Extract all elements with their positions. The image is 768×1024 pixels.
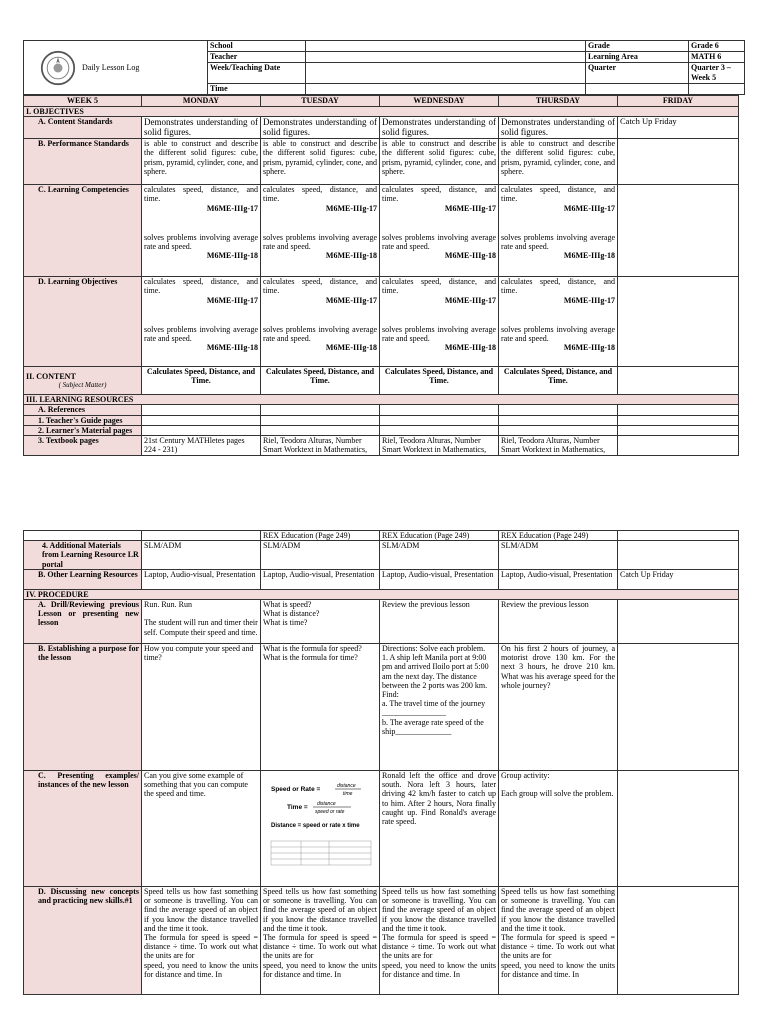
header-value-area: MATH 6 [689, 52, 745, 63]
obj-thu: calculates speed, distance, and time. M6ME-IIIg-17 solves problems involving average rate and speed. M6ME-IIIg-18 [499, 277, 618, 367]
header-value-date [306, 63, 586, 84]
obj-tue: calculates speed, distance, and time. M6ME-IIIg-17 solves problems involving average rate and speed. M6ME-IIIg-18 [261, 277, 380, 367]
deped-seal-icon [40, 50, 76, 86]
col-thursday: THURSDAY [499, 96, 618, 107]
drill-thu: Review the previous lesson [499, 600, 618, 644]
col-friday: FRIDAY [618, 96, 739, 107]
other-fri: Catch Up Friday [618, 569, 739, 589]
drill-wed: Review the previous lesson [380, 600, 499, 644]
header-label-time: Time [208, 84, 306, 95]
row-other-resources: B. Other Learning Resources [24, 569, 142, 589]
formula-speed-num: distance [337, 783, 356, 790]
lm-mon [142, 425, 261, 435]
textbook-thu: Riel, Teodora Alturas, Number Smart Worktext in Mathematics, [499, 436, 618, 456]
content-tue: Calculates Speed, Distance, and Time. [261, 367, 380, 395]
discuss-thu: Speed tells us how fast something or someone is travelling. You can find the average speed of an object if you know the distance travelled and the time it took. The formula for speed is speed = distance ÷ time. To work out what the units are for speed, you need to know the units for distance and time. In [499, 887, 618, 995]
content-wed: Calculates Speed, Distance, and Time. [380, 367, 499, 395]
formula-time-den: speed or rate [315, 809, 345, 816]
formula-time-lhs: Time = [287, 804, 308, 812]
row-learning-objectives: D. Learning Objectives [24, 277, 142, 367]
perf-std-mon: is able to construct and describe the different solid figures: cube, prism, pyramid, cylinder, cone, and sphere. [142, 139, 261, 185]
header-empty [586, 84, 689, 95]
textbook-tue: Riel, Teodora Alturas, Number Smart Worktext in Mathematics, [261, 436, 380, 456]
row-content-standards: A. Content Standards [24, 117, 142, 139]
formula-speed-lhs: Speed or Rate = [271, 786, 321, 794]
purpose-mon: How you compute your speed and time? [142, 644, 261, 771]
col-week: WEEK 5 [24, 96, 142, 107]
header-table [23, 40, 745, 95]
rex-tue: REX Education (Page 249) [261, 531, 380, 541]
row-textbook: 3. Textbook pages [24, 436, 142, 456]
col-monday: MONDAY [142, 96, 261, 107]
comp-fri [618, 185, 739, 277]
textbook-fri [618, 436, 739, 456]
tg-fri [618, 415, 739, 425]
present-fri [618, 771, 739, 887]
perf-std-tue: is able to construct and describe the different solid figures: cube, prism, pyramid, cylinder, cone, and sphere. [261, 139, 380, 185]
row-discussing: D. Discussing new concepts and practicing new skills.#1 [24, 887, 142, 995]
other-mon: Laptop, Audio-visual, Presentation [142, 569, 261, 589]
comp-tue: calculates speed, distance, and time. M6ME-IIIg-17 solves problems involving average rate and speed. M6ME-IIIg-18 [261, 185, 380, 277]
slm-fri [618, 541, 739, 570]
purpose-thu: On his first 2 hours of journey, a motorist drove 130 km. For the next 3 hours, he drove 210 km. What was his average speed for the whole journey? [499, 644, 618, 771]
comp-mon: calculates speed, distance, and time. M6ME-IIIg-17 solves problems involving average rate and speed. M6ME-IIIg-18 [142, 185, 261, 277]
lm-fri [618, 425, 739, 435]
content-std-wed: Demonstrates understanding of solid figures. [380, 117, 499, 139]
ref-mon [142, 405, 261, 415]
formula-distance: Distance = speed or rate x time [271, 823, 360, 830]
lm-wed [380, 425, 499, 435]
header-label-grade: Grade [586, 41, 689, 52]
tg-thu [499, 415, 618, 425]
header-value-grade: Grade 6 [689, 41, 745, 52]
discuss-mon: Speed tells us how fast something or someone is travelling. You can find the average speed of an object if you know the distance travelled and the time it took. The formula for speed is speed = distance ÷ time. To work out what the units are for speed, you need to know the units for distance and time. In [142, 887, 261, 995]
content-std-thu: Demonstrates understanding of solid figures. [499, 117, 618, 139]
drill-fri [618, 600, 739, 644]
content-mon: Calculates Speed, Distance, and Time. [142, 367, 261, 395]
header-label-date: Week/Teaching Date [208, 63, 306, 84]
header-empty [689, 84, 745, 95]
ref-tue [261, 405, 380, 415]
header-label-area: Learning Area [586, 52, 689, 63]
row-purpose: B. Establishing a purpose for the lesson [24, 644, 142, 771]
textbook-mon: 21st Century MATHletes pages 224 - 231) [142, 436, 261, 456]
row-additional-materials: 4. Additional Materials from Learning Resource LR portal [24, 541, 142, 570]
content-std-mon: Demonstrates understanding of solid figures. [142, 117, 261, 139]
discuss-tue: Speed tells us how fast something or someone is travelling. You can find the average speed of an object if you know the distance travelled and the time it took. The formula for speed is speed = distance ÷ time. To work out what the units are for speed, you need to know the units for distance and time. In [261, 887, 380, 995]
ref-wed [380, 405, 499, 415]
lesson-table-page2 [23, 530, 739, 995]
formula-speed-den: time [343, 791, 353, 798]
content-thu: Calculates Speed, Distance, and Time. [499, 367, 618, 395]
slm-wed: SLM/ADM [380, 541, 499, 570]
obj-wed: calculates speed, distance, and time. M6ME-IIIg-17 solves problems involving average rate and speed. M6ME-IIIg-18 [380, 277, 499, 367]
rex-blank [24, 531, 142, 541]
drill-mon: Run. Run. Run The student will run and timer their self. Compute their speed and time. [142, 600, 261, 644]
header-value-time [306, 84, 586, 95]
speed-formula-figure [267, 777, 375, 875]
header-value-school [306, 41, 586, 52]
row-learners-material: 2. Learner's Material pages [24, 425, 142, 435]
other-wed: Laptop, Audio-visual, Presentation [380, 569, 499, 589]
slm-tue: SLM/ADM [261, 541, 380, 570]
purpose-tue: What is the formula for speed? What is the formula for time? [261, 644, 380, 771]
slm-thu: SLM/ADM [499, 541, 618, 570]
rex-wed: REX Education (Page 249) [380, 531, 499, 541]
row-presenting: C. Presenting examples/ instances of the new lesson [24, 771, 142, 887]
drill-tue: What is speed? What is distance? What is time? [261, 600, 380, 644]
present-mon: Can you give some example of something that you can compute the speed and time. [142, 771, 261, 887]
header-label-teacher: Teacher [208, 52, 306, 63]
rex-thu: REX Education (Page 249) [499, 531, 618, 541]
header-label-school: School [208, 41, 306, 52]
formula-unit-table [271, 841, 371, 865]
obj-fri [618, 277, 739, 367]
ref-fri [618, 405, 739, 415]
slm-mon: SLM/ADM [142, 541, 261, 570]
ref-thu [499, 405, 618, 415]
textbook-wed: Riel, Teodora Alturas, Number Smart Worktext in Mathematics, [380, 436, 499, 456]
formula-time-num: distance [317, 801, 336, 808]
header-value-quarter: Quarter 3 – Week 5 [689, 63, 745, 84]
header-value-teacher [306, 52, 586, 63]
rex-mon [142, 531, 261, 541]
logo-text: Daily Lesson Log [82, 62, 140, 72]
perf-std-wed: is able to construct and describe the different solid figures: cube, prism, pyramid, cylinder, cone, and sphere. [380, 139, 499, 185]
discuss-fri [618, 887, 739, 995]
perf-std-fri [618, 139, 739, 185]
present-thu: Group activity: Each group will solve the problem. [499, 771, 618, 887]
lm-thu [499, 425, 618, 435]
purpose-wed: Directions: Solve each problem. 1. A ship left Manila port at 9:00 pm and arrived Iloilo port at 5:00 am the next day. The distance between the 2 ports was 200 km. Find: a. The travel time of the journey ________________ b. The average rate speed of the ship______________ [380, 644, 499, 771]
present-tue [261, 771, 380, 887]
comp-wed: calculates speed, distance, and time. M6ME-IIIg-17 solves problems involving average rate and speed. M6ME-IIIg-18 [380, 185, 499, 277]
content-std-tue: Demonstrates understanding of solid figures. [261, 117, 380, 139]
friday-catchup: Catch Up Friday [618, 117, 739, 139]
other-tue: Laptop, Audio-visual, Presentation [261, 569, 380, 589]
rex-fri [618, 531, 739, 541]
tg-tue [261, 415, 380, 425]
logo-cell [24, 41, 208, 95]
row-drill: A. Drill/Reviewing previous Lesson or presenting new lesson [24, 600, 142, 644]
row-teachers-guide: 1. Teacher's Guide pages [24, 415, 142, 425]
section-procedure: IV. PROCEDURE [24, 589, 739, 599]
row-performance-standards: B. Performance Standards [24, 139, 142, 185]
section-content: II. CONTENT ( Subject Matter) [24, 367, 142, 395]
col-wednesday: WEDNESDAY [380, 96, 499, 107]
row-references: A. References [24, 405, 142, 415]
row-learning-competencies: C. Learning Competencies [24, 185, 142, 277]
obj-mon: calculates speed, distance, and time. M6ME-IIIg-17 solves problems involving average rate and speed. M6ME-IIIg-18 [142, 277, 261, 367]
perf-std-thu: is able to construct and describe the different solid figures: cube, prism, pyramid, cylinder, cone, and sphere. [499, 139, 618, 185]
section-objectives: I. OBJECTIVES [24, 107, 739, 117]
other-thu: Laptop, Audio-visual, Presentation [499, 569, 618, 589]
purpose-fri [618, 644, 739, 771]
content-fri [618, 367, 739, 395]
tg-mon [142, 415, 261, 425]
comp-thu: calculates speed, distance, and time. M6ME-IIIg-17 solves problems involving average rate and speed. M6ME-IIIg-18 [499, 185, 618, 277]
lm-tue [261, 425, 380, 435]
discuss-wed: Speed tells us how fast something or someone is travelling. You can find the average speed of an object if you know the distance travelled and the time it took. The formula for speed is speed = distance ÷ time. To work out what the units are for speed, you need to know the units for distance and time. In [380, 887, 499, 995]
lesson-table-page1 [23, 95, 739, 456]
header-label-quarter: Quarter [586, 63, 689, 84]
section-resources: III. LEARNING RESOURCES [24, 395, 739, 405]
tg-wed [380, 415, 499, 425]
col-tuesday: TUESDAY [261, 96, 380, 107]
present-wed: Ronald left the office and drove south. Nora left 3 hours, later driving 42 km/h faster to catch up to him. After 2 hours, Nora finally caught up. Find Ronald's average rate speed. [380, 771, 499, 887]
